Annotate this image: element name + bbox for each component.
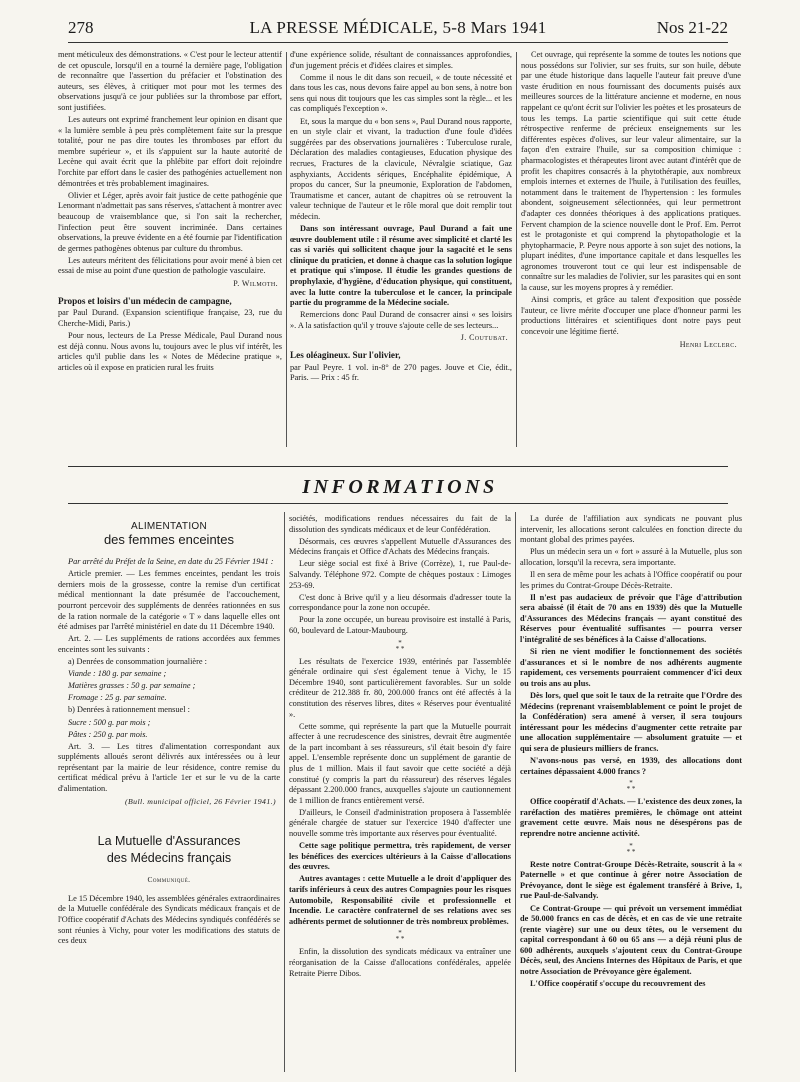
bottom-column-3 [520, 514, 742, 1074]
book-source: par Paul Peyre. 1 vol. in-8° de 270 pages. Jouve et Cie, édit., Paris. — Prix : 45 fr. [290, 362, 512, 383]
article-paragraph: La durée de l'affiliation aux syndicats ne pouvant plus intervenir, les allocations seront calculées en fonction directe du montant global des primes payées. [520, 514, 742, 545]
article-paragraph: Office coopératif d'Achats. — L'existence des deux zones, la raréfaction des matières premières, le chômage ont atteint gravement cette œuvre. Mais nous ne désespérons pas de reprendre notre ancienne activité. [520, 797, 742, 839]
review-paragraph: Ainsi compris, et grâce au talent d'exposition que possède l'auteur, ce livre mérite d'occuper une place d'honneur parmi les productions littéraires et scientifiques dont notre pays peut concevoir une légitime fierté. [521, 295, 741, 336]
decree-intro: Par arrêté du Préfet de la Seine, en date du 25 Février 1941 : [68, 557, 274, 567]
review-paragraph: d'une expérience solide, résultant de connaissances approfondies, d'un jugement précis et d'idées claires et simples. [290, 50, 512, 70]
bottom-column-2 [289, 514, 511, 1074]
section-heading-line: La Mutuelle d'Assurances [97, 834, 241, 849]
section-separator-stars: * * * [395, 929, 405, 944]
communique-label: Communiqué. [147, 875, 191, 885]
article-paragraph: Il n'est pas audacieux de prévoir que l'âge d'attribution sera abaissé (il était de 70 ans en 1939) dès que la Mutuelle d'Assurances des Médecins français — ayant constitué des Réserves pour éventualité suffisantes — pourra verser l'intégralité de ses bénéfices à la Caisse d'allocations. [520, 592, 742, 645]
banner-rule-bottom [68, 503, 728, 504]
decree-list-item: Sucre : 500 g. par mois ; [68, 717, 151, 727]
section-separator-stars: * * * [395, 638, 405, 653]
top-column-3 [521, 50, 741, 450]
top-column-1 [58, 50, 282, 450]
page-number: 278 [68, 18, 94, 37]
section-heading-line: des Médecins français [106, 851, 232, 866]
article-paragraph: Les résultats de l'exercice 1939, entérinés par l'assemblée générale ordinaire qui s'est également tenue à Vichy, le 15 Décembre 1940, sont particulièrement favorables. Sur un solde créditeur de 212.388 fr. 80, 200.000 francs ont été affectés à la constitution des réserves libres, dites « Réserves pour éventualité ». [289, 656, 511, 719]
running-header [68, 18, 728, 40]
review-paragraph: Dans son intéressant ouvrage, Paul Durand a fait une œuvre doublement utile : il résume avec simplicité et clarté les cas si variés qui sollicitent chaque jour la sagacité et le sens clinique du praticien, et donne à chaque cas la solution logique et pratique qui s'impose. Il étudie les grandes questions de prophylaxie, d'hygiène, d'éducation physique, qui constituent, avec la lutte contre la tuberculose et le cancer, la principale partie du programme de la Médecine sociale. [290, 224, 512, 308]
decree-article: Article premier. — Les femmes enceintes, pendant les trois derniers mois de la grossesse, contre la remise d'un certificat médical mentionnant la date présumée de l'accouchement, pourront percevoir des suppléments de denrées rationnées en sus de la ration normale de la catégorie « T » dans laquelle elles ont été admises par l'arrêté ministériel en date du 11 Décembre 1940. [58, 569, 280, 632]
review-signature: P. Wilmoth. [233, 278, 278, 288]
review-signature: Henri Leclerc. [679, 339, 737, 349]
article-paragraph: Ce Contrat-Groupe — qui prévoit un versement immédiat de 50.000 francs en cas de décès, et en cas de vie une retraite (rente viagère) sur une ou deux têtes, ou le versement du capital correspondant à 60 ou 65 ans — a déjà réuni plus de 600 adhérents, auxquels s'ajoutent ceux du Contrat-Groupe Décès, seul, des Anciens Internes des Hôpitaux de Paris, et que notre Association de Prévoyance gère également. [520, 903, 742, 977]
header-rule [68, 42, 728, 43]
bottom-column-1 [58, 510, 280, 1070]
banner-rule-top [68, 466, 728, 467]
book-title: Propos et loisirs d'un médecin de campagne, [58, 295, 232, 306]
review-paragraph: Et, sous la marque du « bon sens », Paul Durand nous rapporte, en un style clair et vivant, la traduction d'une foule d'idées suggérées par des observations journalières : Tuberculose rurale, Déclaration des maladies contagieuses, Education physique des recrues, Fractures de la clavicule, Névralgie sciatique, Gaz asphyxiants, Accidents sériques, Encéphalite épidémique, A propos du cancer, Sur la pneumonie, Exploration de l'abdomen, Traumatisme et cancer, autant de chapitres où se retrouvent la valeur technique de l'auteur et le rôle moral que doit remplir tout médecin. [290, 116, 512, 221]
review-paragraph: Comme il nous le dit dans son recueil, « de toute nécessité et dans tous les cas, nous devons faire appel au bon sens, à notre bon sens qui nous dit toujours que les cas simples sont la règle... et les cas compliqués l'exception ». [290, 72, 512, 114]
article-paragraph: Cette somme, qui représente la part que la Mutuelle pourrait affecter à une recrudescence des sinistres, devrait être augmentée de la part incombant à ses réassureurs, s'il était besoin d'y faire appel. L'ensemble représente donc un supplément de garantie de plus de 1 million. Mais il faut savoir que cette société a déjà constitué (y compris la part du réassureur) des réserves légales dépassant 2.200.000 francs, auxquelles s'ajoute un cautionnement de 1 million de francs entièrement versé. [289, 721, 511, 805]
column-divider [516, 52, 517, 447]
article-paragraph: N'avons-nous pas versé, en 1939, des allocations dont certaines dépassaient 4.000 francs ? [520, 756, 742, 776]
section-separator-stars: * * * [626, 841, 636, 856]
article-paragraph: Reste notre Contrat-Groupe Décès-Retraite, souscrit à la « Paternelle » et que continue à gérer notre Association de Prévoyance, dont le siège est également transféré à Brive, 1, rue Paul-de-Salvandy. [520, 859, 742, 901]
article-paragraph: D'ailleurs, le Conseil d'administration proposera à l'assemblée générale chargée de statuer sur l'exercice 1940 d'affecter une nouvelle somme très importante aux réserves pour éventualité. [289, 807, 511, 839]
decree-list-item: Matières grasses : 50 g. par semaine ; [68, 681, 196, 691]
top-column-2 [290, 50, 512, 450]
article-paragraph: Enfin, la dissolution des syndicats médicaux va entraîner une réorganisation de la Caisse d'allocations confédérales, appelée Retraite Pierre Dibos. [289, 947, 511, 978]
column-divider [286, 52, 287, 447]
article-paragraph: Pour la zone occupée, un bureau provisoire est installé à Paris, 60, boulevard de Latour-Maubourg. [289, 615, 511, 635]
article-paragraph: L'Office coopératif s'occupe du recouvrement des [530, 979, 706, 989]
article-paragraph: Leur siège social est fixé à Brive (Corrèze), 1, rue Paul-de-Salvandy. Téléphone 972. Compte de chèques postaux : Limoges 253-69. [289, 559, 511, 590]
article-paragraph: Le 15 Décembre 1940, les assemblées générales extraordinaires de la Mutuelle confédérale des Syndicats médicaux français et de l'Office coopératif d'Achats des Médecins syndiqués confédérés se sont réunies à Vichy, pour voter les modifications des statuts de ces deux [58, 893, 280, 946]
decree-list-item: b) Denrées à rationnement mensuel : [68, 705, 190, 715]
review-paragraph: ment méticuleux des démonstrations. « C'est pour le lecteur attentif de cet opuscule, lorsqu'il en a tourné la dernière page, l'obligation de reconnaître que l'assertion du préfacier et l'obstination des auteurs, ses élèves, à critiquer mot pour mot les termes des observations jusqu'à ce jour publiées sur la thrombose par effort, sont justifiées. [58, 50, 282, 112]
review-paragraph: Pour nous, lecteurs de La Presse Médicale, Paul Durand nous est déjà connu. Nous avons lu, toujours avec le plus vif intérêt, les articles qu'il publie dans les « Notes de Médecine pratique », articles où il expose en praticien rural les fruits [58, 330, 282, 372]
decree-list-item: Fromage : 25 g. par semaine. [68, 693, 167, 703]
section-separator-stars: * * * [626, 779, 636, 794]
review-signature: J. Coutubat. [460, 333, 508, 343]
decree-article: Art. 2. — Les suppléments de rations accordées aux femmes enceintes sont les suivants : [58, 634, 280, 654]
book-source: par Paul Durand. (Expansion scientifique française, 23, rue du Cherche-Midi, Paris.) [58, 308, 282, 328]
article-paragraph: sociétés, modifications rendues nécessaires du fait de la dissolution des syndicats médicaux et de leur Confédération. [289, 514, 511, 534]
review-paragraph: Remercions donc Paul Durand de consacrer ainsi « ses loisirs ». A la satisfaction qu'il y trouve s'ajoute celle de ses lecteurs... [290, 310, 512, 330]
article-paragraph: C'est donc à Brive qu'il y a lieu désormais d'adresser toute la correspondance pour la zone non occupée. [289, 592, 511, 613]
column-divider [284, 512, 285, 1072]
article-paragraph: Autres avantages : cette Mutuelle a le droit d'appliquer des tarifs inférieurs à ceux des autres Compagnies pour les risques Automobile, Responsabilité civile et professionnelle et Incendie. Le caractère confraternel de ses relations avec ses adhérents permet de solutionner de très nombreux problèmes. [289, 874, 511, 926]
section-heading-alimentation [58, 522, 280, 545]
decree-list-item: Viande : 180 g. par semaine ; [68, 669, 167, 679]
column-divider [515, 512, 516, 1072]
informations-banner: INFORMATIONS [302, 476, 498, 498]
decree-list-item: a) Denrées de consommation journalière : [68, 657, 207, 667]
section-heading-mutuelle [58, 833, 280, 867]
review-paragraph: Les auteurs ont exprimé franchement leur opinion en disant que « la lumière semble à peu près complètement faite sur la presque totalité, pour ne pas dire toutes les thromboses par effort du membre supérieur », et ils s'appuient sur la haute autorité de Lecène qui avait écrit que la phlébite par effort doit rejoindre l'orchite par effort dans le casier des pathogénies actuellement non démontrées et très probablement imaginaires. [58, 115, 282, 188]
issue-number: Nos 21-22 [656, 18, 728, 37]
article-paragraph: Dès lors, quel que soit le taux de la retraite que l'Ordre des Médecins (reprenant vraisemblablement ce point le projet de la Confédération) sera amené à verser, il sera toujours intéressant pour les médecins d'augmenter cette retraite par une allocation supplémentaire — absolument gratuite — et qui sera de plusieurs milliers de francs. [520, 691, 742, 753]
review-paragraph: Les auteurs méritent des félicitations pour avoir mené à bien cet essai de mise au point d'une question de pathologie vasculaire. [58, 255, 282, 276]
article-paragraph: Plus un médecin sera un « fort » assuré à la Mutuelle, plus son allocation, lorsqu'il la recevra, sera importante. [520, 547, 742, 567]
review-paragraph: Cet ouvrage, qui représente la somme de toutes les notions que nous possédons sur l'olivier, sur ses fruits, sur son huile, débute par une étude historique dans laquelle l'auteur fait preuve d'une vaste érudition en nous fournissant des documents puisés aux meilleures sources de la littérature ancienne et moderne, en nous rappelant ce qu'ont écrit sur l'olivier les poètes et les prosateurs de tous les temps. La partie scientifique qui suit cette étude rétrospective renferme de précieux enseignements sur les différentes espèces d'olives, sur leur valeur alimentaire, sur la façon d'en extraire l'huile, sur sa composition chimique : pharmacologistes et thérapeutes liront avec autant d'intérêt que de profit les chapitres consacrés à la phytothérapie, aux nombreux emplois internes et externes de l'huile, à l'utilisation des feuilles, notamment dans le traitement de l'hypertension : les formules abondent, soigneusement sélectionnées, qui leur permettront d'adapter ces données théoriques à des applications pratiques. Fervent champion de la science nouvelle dont le Prof. Em. Perrot est le protagoniste et qui comprend la phytopathologie et la phytopharmacie, P. Peyre nous apporte à son sujet des notions, la plupart inédites, d'une importance capitale et dans lesquelles les agronomes trouveront tout ce qui leur est indispensable de connaître sur les maladies de l'olivier, sur les parasites qui en sont la cause, sur les moyens propres à y remédier. [521, 50, 741, 293]
article-paragraph: Il en sera de même pour les achats à l'Office coopératif ou pour les primes du Contrat-Groupe Décès-Retraite. [520, 569, 742, 590]
section-heading-small: ALIMENTATION [130, 521, 207, 532]
book-title: Les oléagineux. Sur l'olivier, [290, 350, 401, 361]
article-paragraph: Désormais, ces œuvres s'appellent Mutuelle d'Assurances des Médecins français et Office d'Achats des Médecins français. [289, 536, 511, 557]
decree-list-item: Pâtes : 250 g. par mois. [68, 729, 148, 739]
article-paragraph: Cette sage politique permettra, très rapidement, de verser les bénéfices des exercices ultérieurs à la Caisse d'allocations des œuvres. [289, 841, 511, 872]
decree-article: Art. 3. — Les titres d'alimentation correspondant aux suppléments alloués seront délivrés aux intéressées ou à leur représentant par la mairie de leur résidence, contre remise du certificat médical prévu à l'article 1er et sur le vu de la carte d'alimentation. [58, 741, 280, 794]
review-paragraph: Olivier et Léger, après avoir fait justice de cette pathogénie que Lenormant n'admettait pas sans réserves, s'attachent à montrer avec beaucoup de vraisemblance que, si l'on sait la rechercher, l'infection peut être souvent incriminée. Dans certaines observations, la preuve évidente en a été fournie par l'identification de germes pathogènes obtenus par culture du thrombus. [58, 190, 282, 253]
decree-source: (Bull. municipal officiel, 26 Février 1941.) [125, 796, 276, 806]
journal-title: LA PRESSE MÉDICALE, 5-8 Mars 1941 [249, 18, 547, 37]
section-heading-big: des femmes enceintes [103, 531, 235, 547]
article-paragraph: Si rien ne vient modifier le fonctionnement des sociétés d'assurances et si le nombre de nos adhérents augmente rapidement, ces versements pourraient commencer d'ici deux ou trois ans au plus. [520, 647, 742, 688]
